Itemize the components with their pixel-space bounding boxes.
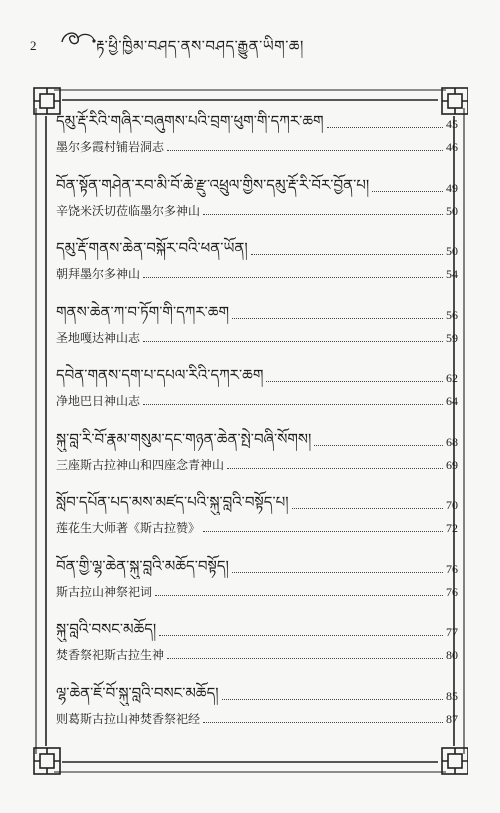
dot-leader: [232, 572, 443, 573]
dot-leader: [143, 404, 443, 405]
dot-leader: [167, 658, 443, 659]
dot-leader: [266, 381, 443, 382]
tibetan-title: དམུ་རྡོ་རིའི་གཞིར་བཞུགས་པའི་བྲག་ཕུག་གི་དཀར་ཆག: [56, 112, 324, 130]
page-ref: 72: [446, 521, 458, 535]
tibetan-title: སྐུ་བླའི་བསང་མཆོད།: [56, 620, 157, 638]
running-head: རྟ་ཕྱི་ཁྱིམ་བཤད་ནས་བཤད་རྒྱུན་ཡིག་ཆ།: [96, 37, 304, 55]
chinese-title: 莲花生大师著《斯古拉赞》: [56, 521, 201, 535]
dot-leader: [327, 127, 443, 128]
dot-leader: [203, 214, 443, 215]
page-ref: 70: [446, 498, 458, 512]
dot-leader: [232, 318, 443, 319]
chinese-title: 三座斯古拉神山和四座念青神山: [56, 457, 225, 472]
toc-entry: [56, 426, 458, 490]
chinese-title: 辛饶米沃切莅临墨尔多神山: [56, 203, 201, 218]
dot-leader: [251, 254, 443, 255]
chinese-title: 墨尔多霞村铺岩洞志: [56, 140, 165, 154]
toc-row-chinese: [56, 518, 458, 538]
tibetan-title: སྐུ་བླ་རི་བོ་རྣམ་གསུམ་དང་གཉན་ཆེན་སྤེ་བཞི་སོགས།: [56, 429, 312, 448]
chinese-title: 斯古拉山神祭祀词: [56, 584, 153, 599]
tibetan-title: དབེན་གནས་དག་པ་དཔལ་རིའི་དཀར་ཆག: [56, 366, 264, 384]
tibetan-title: གནས་ཆེན་ཀ་བ་ཏོག་གི་དཀར་ཆག: [56, 302, 230, 321]
toc-row-chinese: [56, 709, 458, 729]
page-ref: 76: [446, 584, 458, 599]
toc-entry: [56, 108, 458, 172]
page-ref: 77: [446, 625, 458, 639]
toc-row-tibetan: [56, 489, 458, 515]
toc-row-chinese: [56, 201, 458, 221]
toc-row-tibetan: [56, 235, 458, 261]
toc-entry: [56, 235, 458, 299]
toc-entry: [56, 553, 458, 617]
toc-entry: [56, 616, 458, 680]
page-ref: 68: [446, 434, 458, 449]
toc-entry: [56, 172, 458, 236]
toc-row-tibetan: [56, 616, 458, 642]
page-ref: 87: [446, 711, 458, 726]
dot-leader: [155, 595, 443, 596]
chinese-title: 朝拜墨尔多神山: [56, 267, 141, 281]
table-of-contents: [56, 108, 458, 743]
toc-row-chinese: [56, 264, 458, 284]
toc-row-chinese: [56, 391, 458, 411]
page-ref: 80: [446, 648, 458, 662]
toc-row-tibetan: [56, 108, 458, 134]
toc-row-tibetan: [56, 553, 458, 579]
dot-leader: [159, 635, 443, 636]
toc-row-chinese: [56, 582, 458, 602]
page-ref: 50: [446, 244, 458, 258]
dot-leader: [314, 445, 443, 446]
toc-row-chinese: [56, 455, 458, 475]
toc-entry: [56, 299, 458, 363]
page-ref: 45: [446, 117, 458, 131]
toc-entry: [56, 489, 458, 553]
toc-row-tibetan: [56, 426, 458, 452]
tibetan-title: སློབ་དཔོན་པད་མས་མཛད་པའི་སྐུ་བླའི་བསྟོད་པ།: [56, 493, 289, 511]
page-ref: 54: [446, 267, 458, 281]
page-ref: 64: [446, 394, 458, 408]
dot-leader: [292, 508, 443, 509]
dot-leader: [227, 468, 443, 469]
page-number: 2: [30, 38, 37, 53]
chinese-title: 则葛斯古拉山神焚香祭祀经: [56, 711, 201, 726]
page-ref: 85: [446, 688, 458, 703]
toc-entry: [56, 680, 458, 744]
page-ref: 49: [446, 180, 458, 195]
dot-leader: [222, 699, 443, 700]
page-ref: 76: [446, 561, 458, 576]
dot-leader: [143, 341, 443, 342]
page-ref: 50: [446, 203, 458, 218]
toc-row-tibetan: [56, 172, 458, 198]
toc-row-chinese: [56, 328, 458, 348]
toc-row-tibetan: [56, 680, 458, 706]
tibetan-title: ལྷ་ཆེན་ཇོ་བོ་སྐུ་བླའི་བསང་མཆོད།: [56, 683, 219, 702]
page-ref: 56: [446, 307, 458, 322]
tibetan-title: དམུ་རྡོ་གནས་ཆེན་བསྐོར་བའི་ཕན་ཡོན།: [56, 239, 248, 257]
tibetan-title: བོན་གྱི་ལྷ་ཆེན་སྐུ་བླའི་མཆོད་བསྟོད།: [56, 556, 229, 575]
dot-leader: [372, 191, 443, 192]
dot-leader: [167, 150, 443, 151]
tibetan-title: བོན་སྟོན་གཤེན་རབ་མི་བོ་ཆེ་རྫུ་འཕྲུལ་གྱིས་དམུ་རྡོ་རི་བོར་བྱོན་པ།: [56, 175, 370, 194]
toc-row-tibetan: [56, 362, 458, 388]
header-ornament-icon: [58, 28, 98, 50]
toc-entry: [56, 362, 458, 426]
page-ref: 59: [446, 330, 458, 345]
dot-leader: [143, 277, 443, 278]
dot-leader: [203, 531, 443, 532]
toc-row-chinese: [56, 137, 458, 157]
page-ref: 62: [446, 371, 458, 385]
toc-row-chinese: [56, 645, 458, 665]
toc-row-tibetan: [56, 299, 458, 325]
page-ref: 69: [446, 457, 458, 472]
chinese-title: 净地巴日神山志: [56, 394, 141, 408]
chinese-title: 圣地嘎达神山志: [56, 330, 141, 345]
dot-leader: [203, 722, 443, 723]
page-ref: 46: [446, 140, 458, 154]
chinese-title: 焚香祭祀斯古拉生神: [56, 648, 165, 662]
